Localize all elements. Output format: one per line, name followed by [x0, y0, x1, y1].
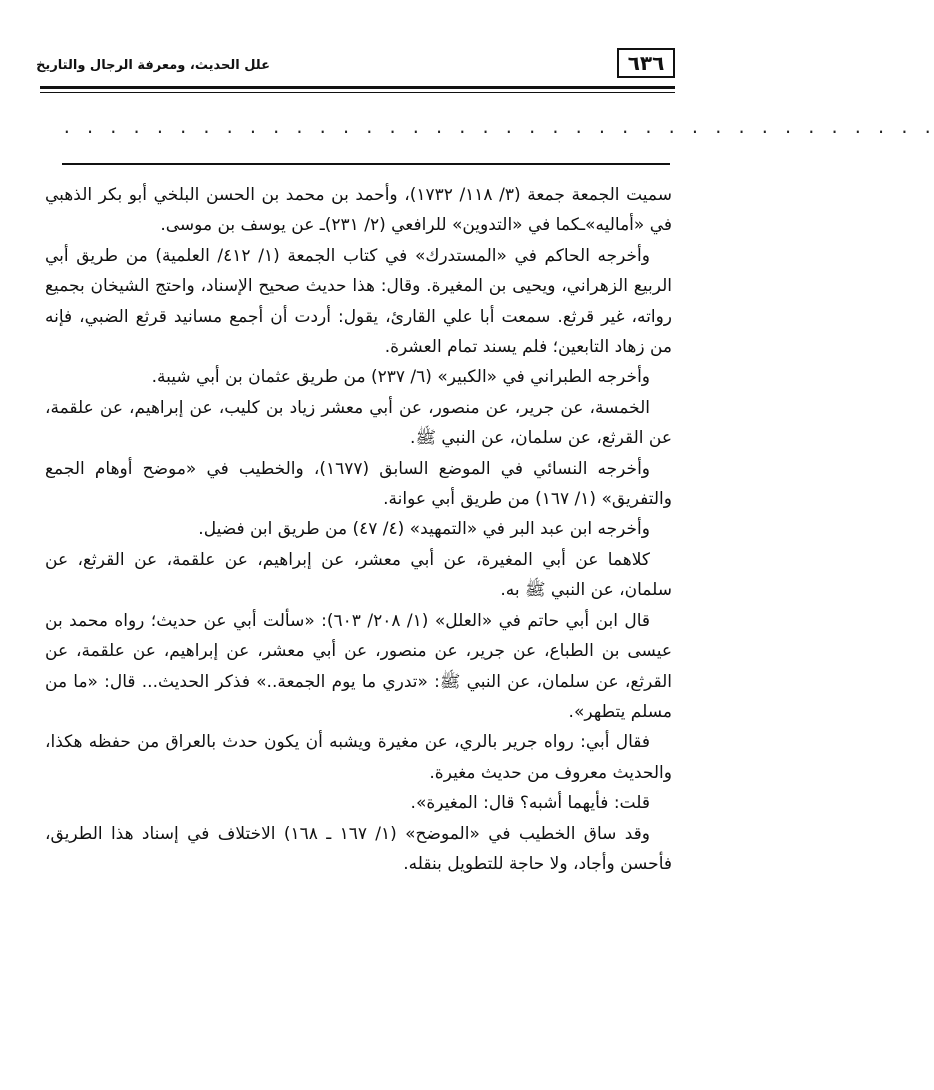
dotted-separator: . . . . . . . . . . . . . . . . . . . . . . . . . . . . . . . . . . . . . . [62, 118, 934, 137]
paragraph: قال ابن أبي حاتم في «العلل» (١/ ٢٠٨/ ٦٠٣): «سألت أبي عن حديث؛ رواه محمد بن عيسى بن الطباع، عن جرير، عن منصور، عن أبي معشر، عن إبراهيم، عن علقمة، عن القرثع، عن سلمان، عن النبي ﷺ: «تدري ما يوم الجمعة..» فذكر الحديث... قال: «ما من مسلم يتطهر». [45, 610, 672, 722]
running-title: علل الحديث، ومعرفة الرجال والتاريخ [36, 58, 270, 73]
header-rule-thin [40, 92, 675, 93]
page-number: ٦٣٦ [617, 48, 675, 78]
paragraph: سميت الجمعة جمعة (٣/ ١١٨/ ١٧٣٢)، وأحمد بن محمد بن الحسن البلخي أبو بكر الذهبي في «أماليه»ـكما في «التدوين» للرافعي (٢/ ٢٣١)ـ عن يوسف بن موسى. [45, 185, 672, 236]
paragraph: وأخرجه الطبراني في «الكبير» (٦/ ٢٣٧) من طريق عثمان بن أبي شيبة. [151, 367, 650, 388]
page-header [36, 48, 675, 84]
paragraph: قلت: فأيهما أشبه؟ قال: المغيرة». [410, 793, 650, 814]
paragraph: وأخرجه الحاكم في «المستدرك» في كتاب الجمعة (١/ ٤١٢/ العلمية) من طريق أبي الربيع الزهراني، ويحيى بن المغيرة. وقال: هذا حديث صحيح الإسناد، واحتج الشيخان بجميع رواته، غير قرثع. سمعت أبا علي القارئ، يقول: أردت أن أجمع مسانيد قرثع الضبي، فإنه من زهاد التابعين؛ فلم يسند تمام العشرة. [45, 245, 672, 358]
body-text [45, 180, 672, 879]
paragraph: وأخرجه ابن عبد البر في «التمهيد» (٤/ ٤٧) من طريق ابن فضيل. [198, 519, 650, 540]
paragraph: كلاهما عن أبي المغيرة، عن أبي معشر، عن إبراهيم، عن علقمة، عن القرثع، عن سلمان، عن النبي ﷺ به. [45, 549, 672, 601]
paragraph: فقال أبي: رواه جرير بالري، عن مغيرة ويشبه أن يكون حدث بالعراق من حفظه هكذا، والحديث معروف من حديث مغيرة. [45, 732, 672, 783]
section-divider [62, 163, 670, 165]
paragraph: وأخرجه النسائي في الموضع السابق (١٦٧٧)، والخطيب في «موضح أوهام الجمع والتفريق» (١/ ١٦٧) من طريق أبي عوانة. [45, 458, 672, 510]
header-rule-thick [40, 86, 675, 89]
paragraph: وقد ساق الخطيب في «الموضح» (١/ ١٦٧ ـ ١٦٨) الاختلاف في إسناد هذا الطريق، فأحسن وأجاد، ولا حاجة للتطويل بنقله. [45, 823, 672, 874]
paragraph: الخمسة، عن جرير، عن منصور، عن أبي معشر زياد بن كليب، عن إبراهيم، عن علقمة، عن القرثع، عن سلمان، عن النبي ﷺ. [45, 397, 672, 449]
